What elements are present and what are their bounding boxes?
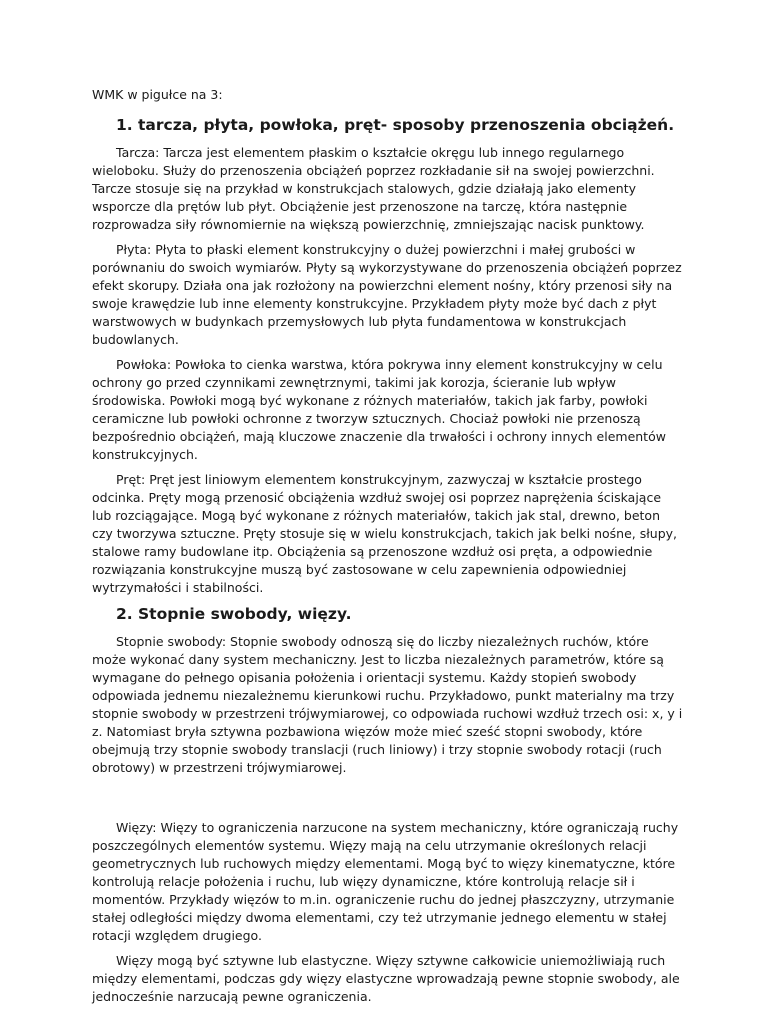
section-number: 2. (116, 605, 133, 623)
section-number: 1. (116, 116, 133, 134)
paragraph-pret: Pręt: Pręt jest liniowym elementem konstrukcyjnym, zazwyczaj w kształcie prostego odcinka. Pręty mogą przenosić obciążenia wzdłuż swojej osi poprzez naprężenia ściskające lub rozciągające. Mogą być wykonane z różnych materiałów, takich jak stal, drewno, beton czy tworzywa sztuczne. Pręty stosuje się w wielu konstrukcjach, takich jak belki nośne, słupy, stalowe ramy budowlane itp. Obciążenia są przenoszone wzdłuż osi pręta, a odpowiednie rozwiązania konstrukcyjne muszą być zastosowane w celu zapewnienia odpowiedniej wytrzymałości i stabilności. (92, 472, 678, 595)
paragraph-plyta: Płyta: Płyta to płaski element konstrukcyjny o dużej powierzchni i małej grubości w porównaniu do swoich wymiarów. Płyty są wykorzystywane do przenoszenia obciążeń poprzez efekt skorupy. Działa ona jak rozłożony na powierzchni element nośny, który przenosi siły na swoje krawędzie lub inne elementy konstrukcyjne. Przykładem płyty może być dach z płyt warstwowych w budynkach przemysłowych lub płyta fundamentowa w konstrukcjach budowlanych. (92, 242, 682, 347)
paragraph-wiezy: Więzy: Więzy to ograniczenia narzucone na system mechaniczny, które ograniczają ruchy poszczególnych elementów systemu. Więzy mają na celu utrzymanie określonych relacji geometrycznych lub ruchowych między elementami. Mogą być to więzy kinematyczne, które kontrolują relacje położenia i ruchu, lub więzy dynamiczne, które kontrolują relacje sił i momentów. Przykłady więzów to m.in. ograniczenie ruchu do jednej płaszczyzny, utrzymanie stałej odległości między dwoma elementami, czy też utrzymanie jednego elementu w stałej rotacji względem drugiego. (92, 820, 679, 943)
section-heading-text: tarcza, płyta, powłoka, pręt- sposoby przenoszenia obciążeń. (138, 116, 675, 134)
section-heading-1 (116, 115, 683, 135)
document-title: WMK w pigułce na 3: (92, 87, 223, 102)
paragraph-tarcza: Tarcza: Tarcza jest elementem płaskim o kształcie okręgu lub innego regularnego wieloboku. Służy do przenoszenia obciążeń poprzez rozkładanie sił na swojej powierzchni. Tarcze stosuje się na przykład w konstrukcjach stalowych, gdzie działają jako elementy wsporcze dla prętów lub płyt. Obciążenie jest przenoszone na tarczę, która następnie rozprowadza siły równomiernie na większą powierzchnię, zmniejszając nacisk punktowy. (92, 145, 655, 232)
paragraph-stopnie-swobody: Stopnie swobody: Stopnie swobody odnoszą się do liczby niezależnych ruchów, które może wykonać dany system mechaniczny. Jest to liczba niezależnych parametrów, które są wymagane do pełnego opisania położenia i orientacji systemu. Każdy stopień swobody odpowiada jednemu niezależnemu kierunkowi ruchu. Przykładowo, punkt materialny ma trzy stopnie swobody w przestrzeni trójwymiarowej, co odpowiada ruchowi wzdłuż trzech osi: x, y i z. Natomiast bryła sztywna pozbawiona więzów może mieć sześć stopni swobody, które obejmują trzy stopnie swobody translacji (ruch liniowy) i trzy stopnie swobody rotacji (ruch obrotowy) w przestrzeni trójwymiarowej. (92, 634, 683, 775)
section-heading-2 (116, 604, 683, 624)
section-heading-text: Stopnie swobody, więzy. (138, 605, 352, 623)
paragraph-wiezy-rodzaje: Więzy mogą być sztywne lub elastyczne. Więzy sztywne całkowicie uniemożliwiają ruch między elementami, podczas gdy więzy elastyczne wprowadzają pewne stopnie swobody, ale jednocześnie narzucają pewne ograniczenia. (92, 953, 680, 1004)
paragraph-powloka: Powłoka: Powłoka to cienka warstwa, która pokrywa inny element konstrukcyjny w celu ochrony go przed czynnikami zewnętrznymi, takimi jak korozja, ścieranie lub wpływ środowiska. Powłoki mogą być wykonane z różnych materiałów, takich jak farby, powłoki ceramiczne lub powłoki ochronne z tworzyw sztucznych. Chociaż powłoki nie przenoszą bezpośrednio obciążeń, mają kluczowe znaczenie dla trwałości i ochrony innych elementów konstrukcyjnych. (92, 357, 666, 462)
